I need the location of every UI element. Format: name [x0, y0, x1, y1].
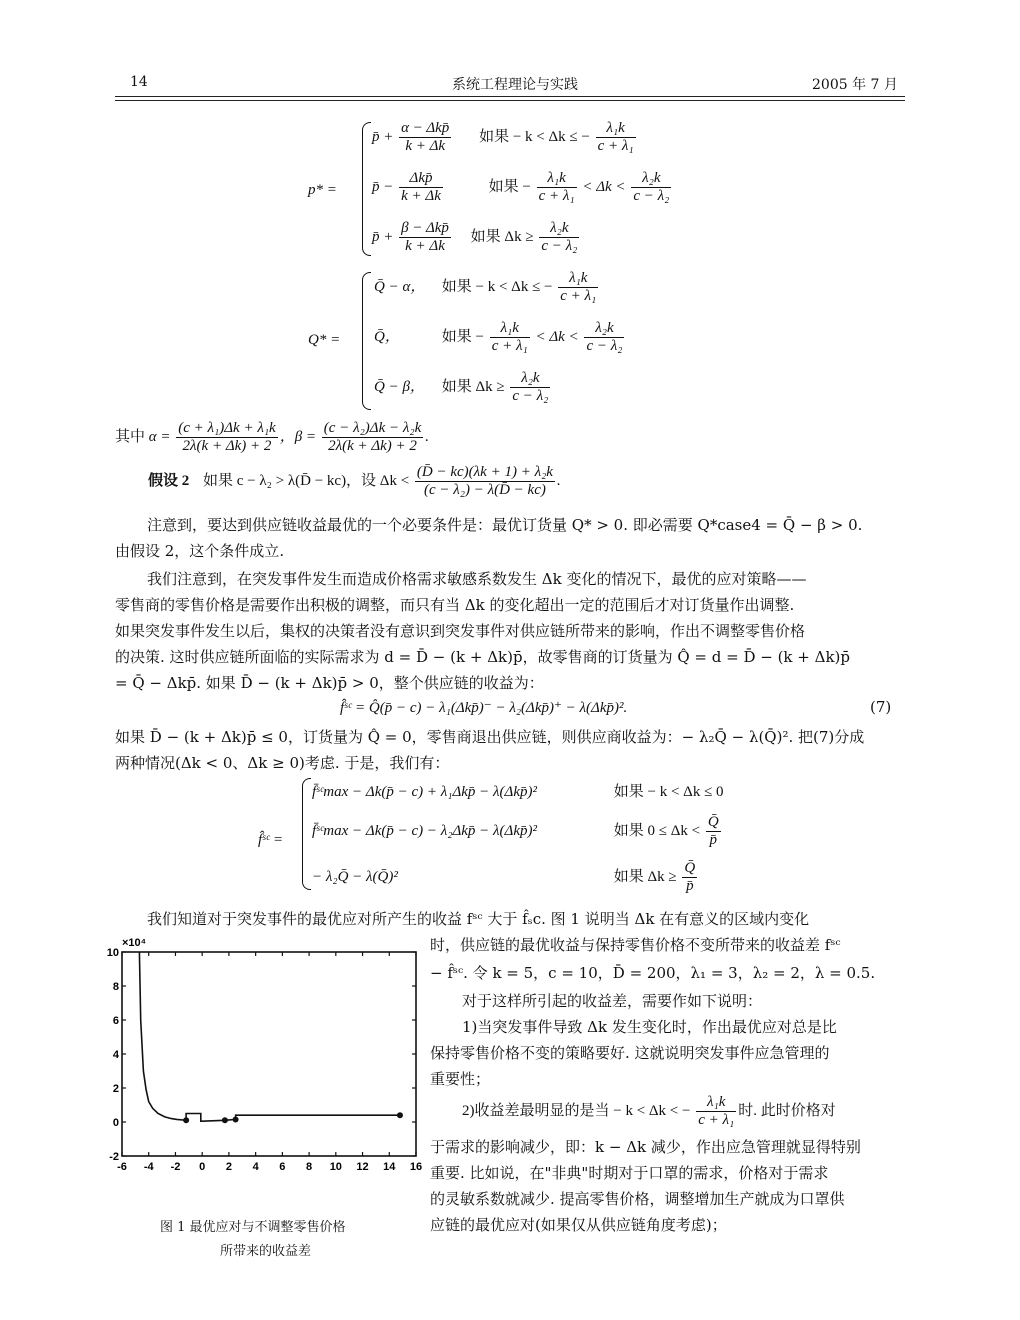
- fsc-case-3: − λ₂Q̄ − λ(Q̄)² 如果 Δk ≥ $\frac{Q̄}{p̄}$: [312, 860, 696, 895]
- y-tick-label: 2: [112, 1083, 119, 1095]
- paragraph-2-line-5: = Q̄ − Δkp̄. 如果 D̄ − (k + Δk)p̄ > 0，整个供应链的收益为：: [115, 674, 544, 692]
- x-tick-label: 2: [225, 1161, 232, 1173]
- y-tick-label: 10: [106, 947, 119, 959]
- y-tick-label: 0: [112, 1117, 119, 1129]
- fsc-brace: [302, 778, 311, 890]
- right-line-3: 对于这样所引起的收益差，需要作如下说明：: [462, 992, 763, 1010]
- y-tick-label: 8: [112, 981, 119, 993]
- paragraph-2-line-1: 我们注意到，在突发事件发生而造成价格需求敏感系数发生 Δk 变化的情况下，最优的应对策略——: [147, 570, 807, 588]
- right-line-11: 应链的最优应对(如果仅从供应链角度考虑)；: [430, 1216, 727, 1234]
- p-star-case-1: p̄ + $\frac{\text{α − Δkp̄}}{k + \Delta k}$ 如果 − k < Δk ≤ − $\frac{\text{λ₁k}}{\text{c + λ₁}}$: [372, 120, 634, 155]
- data-point-marker: [233, 1116, 239, 1122]
- x-tick-label: 12: [356, 1161, 369, 1173]
- p-star-case-2: p̄ − $\frac{\text{Δkp̄}}{k + \Delta k}$ 如果 − $\frac{\text{λ₁k}}{\text{c + λ₁}}$ < Δk < $\frac{\text{λ₂k}}{\text{c − λ₂}}$: [372, 170, 670, 205]
- paragraph-2-line-4: 的决策. 这时供应链所面临的实际需求为 d = D̄ − (k + Δk)p̄，故零售商的订货量为 Q̂ = d = D̄ − (k + Δk)p̄: [115, 648, 850, 666]
- q-star-lhs: Q* =: [308, 332, 341, 348]
- x-tick-label: 14: [383, 1161, 396, 1173]
- right-line-6: 重要性；: [430, 1070, 491, 1088]
- paragraph-1-line-2: 由假设 2，这个条件成立.: [115, 542, 285, 560]
- issue-date: 2005 年 7 月: [812, 77, 898, 93]
- y-tick-label: -2: [109, 1151, 119, 1163]
- fsc-lhs: f̂ˢᶜ =: [258, 832, 284, 848]
- alpha-beta-definition: 其中 α = $\frac{\text{(c + λ₁)Δk + λ₁k}}{2\lambda(k + \Delta k) + 2}$ ，β = $\frac{\text{(c − λ₂)Δk − λ₂k}}{2\lambda(k + \Delta k) + 2}$ .: [115, 420, 429, 455]
- right-line-5: 保持零售价格不变的策略要好. 这就说明突发事件应急管理的: [430, 1044, 830, 1062]
- journal-title: 系统工程理论与实践: [452, 77, 578, 93]
- data-point-marker: [183, 1117, 189, 1123]
- paragraph-2-line-2: 零售商的零售价格是需要作出积极的调整，而只有当 Δk 的变化超出一定的范围后才对订货量作出调整.: [115, 596, 795, 614]
- plot-frame: [122, 952, 416, 1156]
- fsc-case-2: f̄ˢᶜmax − Δk(p̄ − c) − λ₂Δkp̄ − λ(Δkp̄)² 如果 0 ≤ Δk < $\frac{Q̄}{p̄}$: [312, 814, 719, 849]
- figure-caption-line-2: 所带来的收益差: [220, 1244, 312, 1259]
- x-tick-label: 8: [306, 1161, 313, 1173]
- q-star-case-1: Q̄ − α， 如果 − k < Δk ≤ − $\frac{\text{λ₁k}}{\text{c + λ₁}}$: [374, 270, 597, 305]
- page-number: 14: [130, 74, 148, 90]
- x-tick-label: 0: [199, 1161, 206, 1173]
- q-star-case-3: Q̄ − β， 如果 Δk ≥ $\frac{\text{λ₂k}}{\text{c − λ₂}}$: [374, 370, 549, 405]
- p-star-lhs: p* =: [308, 182, 337, 198]
- header-rule-thin: [115, 100, 905, 101]
- right-line-8: 于需求的影响减少，即：k − Δk 减少，作出应急管理就显得特别: [430, 1138, 861, 1156]
- y-tick-label: 4: [112, 1049, 119, 1061]
- paragraph-3-line-2: 两种情况(Δk < 0、Δk ≥ 0)考虑. 于是，我们有：: [115, 754, 450, 772]
- right-line-4: 1)当突发事件导致 Δk 发生变化时，作出最优应对总是比: [462, 1018, 837, 1036]
- x-tick-label: -4: [143, 1161, 154, 1173]
- paragraph-4-line-1: 我们知道对于突发事件的最优应对所产生的收益 fˢᶜ 大于 f̂ₛc. 图 1 说明当 Δk 在有意义的区域内变化: [147, 910, 810, 928]
- fsc-case-1: f̄ˢᶜmax − Δk(p̄ − c) + λ₁Δkp̄ − λ(Δkp̄)² 如果 − k < Δk ≤ 0: [312, 784, 724, 800]
- figure-caption-line-1: 图 1 最优应对与不调整零售价格: [160, 1220, 346, 1235]
- figure-1-chart: [100, 930, 425, 1200]
- right-line-1: 时，供应链的最优收益与保持零售价格不变所带来的收益差 fˢᶜ: [430, 936, 841, 954]
- data-point-marker: [397, 1112, 403, 1118]
- x-tick-label: 16: [409, 1161, 423, 1173]
- x-tick-label: -2: [170, 1161, 181, 1173]
- paragraph-3-line-1: 如果 D̄ − (k + Δk)p̄ ≤ 0，订货量为 Q̂ = 0，零售商退出供应链，则供应商收益为：− λ₂Q̄ − λ(Q̄)². 把(7)分成: [115, 728, 865, 746]
- right-line-10: 的灵敏系数就减少. 提高零售价格，调整增加生产就成为口罩供: [430, 1190, 845, 1208]
- paragraph-1-line-1: 注意到，要达到供应链收益最优的一个必要条件是：最优订货量 Q* > 0. 即必需要 Q*case4 = Q̄ − β > 0.: [147, 516, 863, 534]
- right-line-7: 2)收益差最明显的是当 − k < Δk < − $\frac{\text{λ₁k}}{\text{c + λ₁}}$ 时. 此时价格对: [462, 1094, 836, 1129]
- x-tick-label: 10: [329, 1161, 342, 1173]
- equation-7-number: (7): [870, 698, 892, 716]
- right-line-2: − f̂ˢᶜ. 令 k = 5，c = 10，D̄ = 200，λ₁ = 3，λ₂ = 2，λ = 0.5.: [430, 964, 876, 982]
- series-line: [139, 952, 400, 1121]
- data-point-marker: [222, 1117, 228, 1123]
- y-tick-label: 6: [112, 1015, 119, 1027]
- paragraph-2-line-3: 如果突发事件发生以后，集权的决策者没有意识到突发事件对供应链所带来的影响，作出不调整零售价格: [115, 622, 806, 640]
- header-rule: [115, 96, 905, 97]
- q-star-brace: [362, 272, 371, 410]
- p-star-brace: [362, 122, 371, 256]
- q-star-case-2: Q̄， 如果 − $\frac{\text{λ₁k}}{\text{c + λ₁}}$ < Δk < $\frac{\text{λ₂k}}{\text{c − λ₂}}$: [374, 320, 623, 355]
- x-tick-label: -6: [117, 1161, 127, 1173]
- assumption-2: 假设 2 如果 c − λ₂ > λ(D̄ − kc)，设 Δk < $\frac{\text{(D̄ − kc)(λk + 1) + λ₂k}}{\text{(c − λ₂) − λ(D̄ − kc)}}$ .: [148, 464, 561, 499]
- x-tick-label: 6: [279, 1161, 286, 1173]
- p-star-case-3: p̄ + $\frac{\text{β − Δkp̄}}{k + \Delta k}$ 如果 Δk ≥ $\frac{\text{λ₂k}}{\text{c − λ₂}}$: [372, 220, 578, 255]
- right-line-9: 重要. 比如说，在"非典"时期对于口罩的需求，价格对于需求: [430, 1164, 829, 1182]
- x-tick-label: 4: [252, 1161, 259, 1173]
- equation-7: f̂ˢᶜ = Q̂(p̄ − c) − λ₁(Δkp̄)⁻ − λ₂(Δkp̄)⁺ − λ(Δkp̄)².: [340, 700, 628, 716]
- y-multiplier-label: ×10⁴: [122, 937, 147, 949]
